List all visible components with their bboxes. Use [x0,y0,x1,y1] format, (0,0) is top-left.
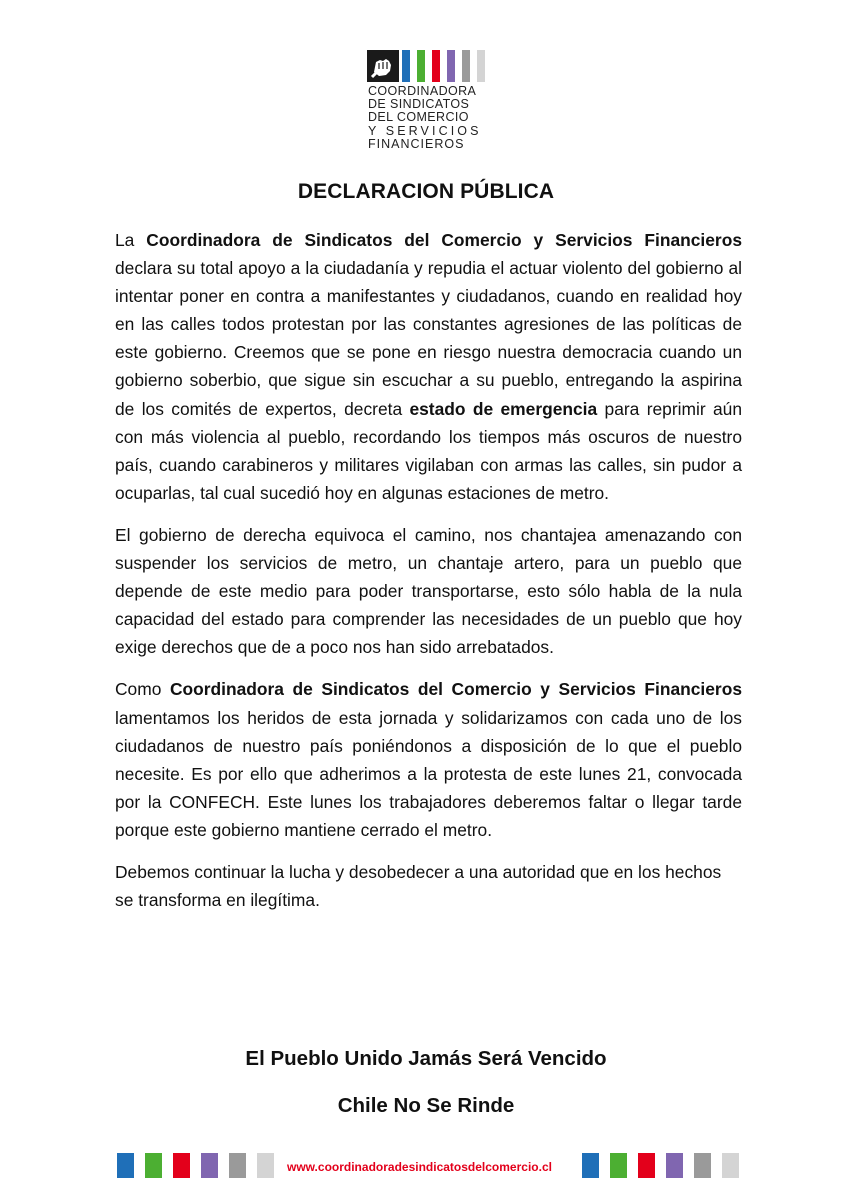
emergency-state-bold: estado de emergencia [409,398,598,419]
paragraph-1-text-b: para reprimir aún con más violencia al pueblo, recordando los tiempos más oscuros de nuestro país, cuando carabineros y militares vigilaban con armas las calles, sin pudor a ocuparlas, tal cual sucedió hoy en algunas estaciones de metro. [115,398,742,503]
logo-bar-lightgray [477,50,485,82]
logo-color-bars [366,48,490,84]
paragraph-1-text-a: declara su total apoyo a la ciudadanía y repudia el actuar violento del gobierno al intentar poner en contra a manifestantes y ciudadanos, cuando en realidad hoy en las calles todos protestan por las constantes agresiones de las políticas de este gobierno. Creemos que se pone en riesgo nuestra democracia cuando un gobierno soberbio, que sigue sin escuchar a su pueblo, entregando la aspirina de los comités de expertos, decreta [115,258,742,419]
footer [0,1150,852,1180]
footer-square-right [666,1153,683,1178]
motto-line-2: Chile No Se Rinde [337,1094,515,1117]
logo-bar-purple [447,50,455,82]
logo-line-3: DEL COMERCIO [368,110,469,125]
paragraph-3 [115,675,742,844]
logo-bar-blue [402,50,410,82]
logo-line-5: FINANCIEROS [368,136,465,151]
logo-wordmark [368,85,492,151]
logo-line-4: Y SERVICIOS [368,123,482,138]
footer-square-left [201,1153,218,1178]
footer-square-left [117,1153,134,1178]
organization-name-bold: Coordinadora de Sindicatos del Comercio y Servicios Financieros [146,230,742,250]
footer-square-right [610,1153,627,1178]
motto-line-1: El Pueblo Unido Jamás Será Vencido [245,1047,607,1070]
footer-square-right [582,1153,599,1178]
paragraph-1 [115,226,742,507]
logo-line-2: DE SINDICATOS [368,97,470,112]
logo-bar-gray [462,50,470,82]
raised-fist-icon [367,50,399,82]
declaration-body [115,226,742,928]
paragraph-3-text: lamentamos los heridos de esta jornada y solidarizamos con cada uno de los ciudadanos de nuestro país poniéndonos a disposición de lo que el pueblo necesite. Es por ello que adherimos a la protesta de este lunes 21, convocada por la CONFECH. Este lunes los trabajadores deberemos faltar o llegar tarde porque este gobierno mantiene cerrado el metro. [115,707,742,840]
logo-line-1: COORDINADORA [368,84,477,98]
logo-bar-green [417,50,425,82]
footer-square-left [257,1153,274,1178]
footer-square-right [694,1153,711,1178]
organization-logo [366,48,490,152]
footer-website-link[interactable]: www.coordinadoradesindicatosdelcomercio.cl [287,1160,552,1174]
footer-square-right [638,1153,655,1178]
footer-square-left [145,1153,162,1178]
document-title: DECLARACION PÚBLICA [297,180,555,203]
paragraph-3-lead: Como [115,679,170,700]
footer-square-right [722,1153,739,1178]
paragraph-2: El gobierno de derecha equivoca el camino, nos chantajea amenazando con suspender los servicios de metro, un chantaje artero, para un pueblo que depende de este medio para poder transportarse, esto sólo habla de la nula capacidad del estado para comprender las necesidades de un pueblo que hoy exige derechos que de a poco nos han sido arrebatados. [115,524,742,658]
logo-bar-red [432,50,440,82]
paragraph-1-lead: La [115,230,147,250]
footer-square-left [229,1153,246,1178]
footer-square-left [173,1153,190,1178]
organization-name-bold-2: Coordinadora de Sindicatos del Comercio y Servicios Financieros [169,679,742,700]
paragraph-4: Debemos continuar la lucha y desobedecer a una autoridad que en los hechos se transforma en ilegítima. [115,861,722,911]
